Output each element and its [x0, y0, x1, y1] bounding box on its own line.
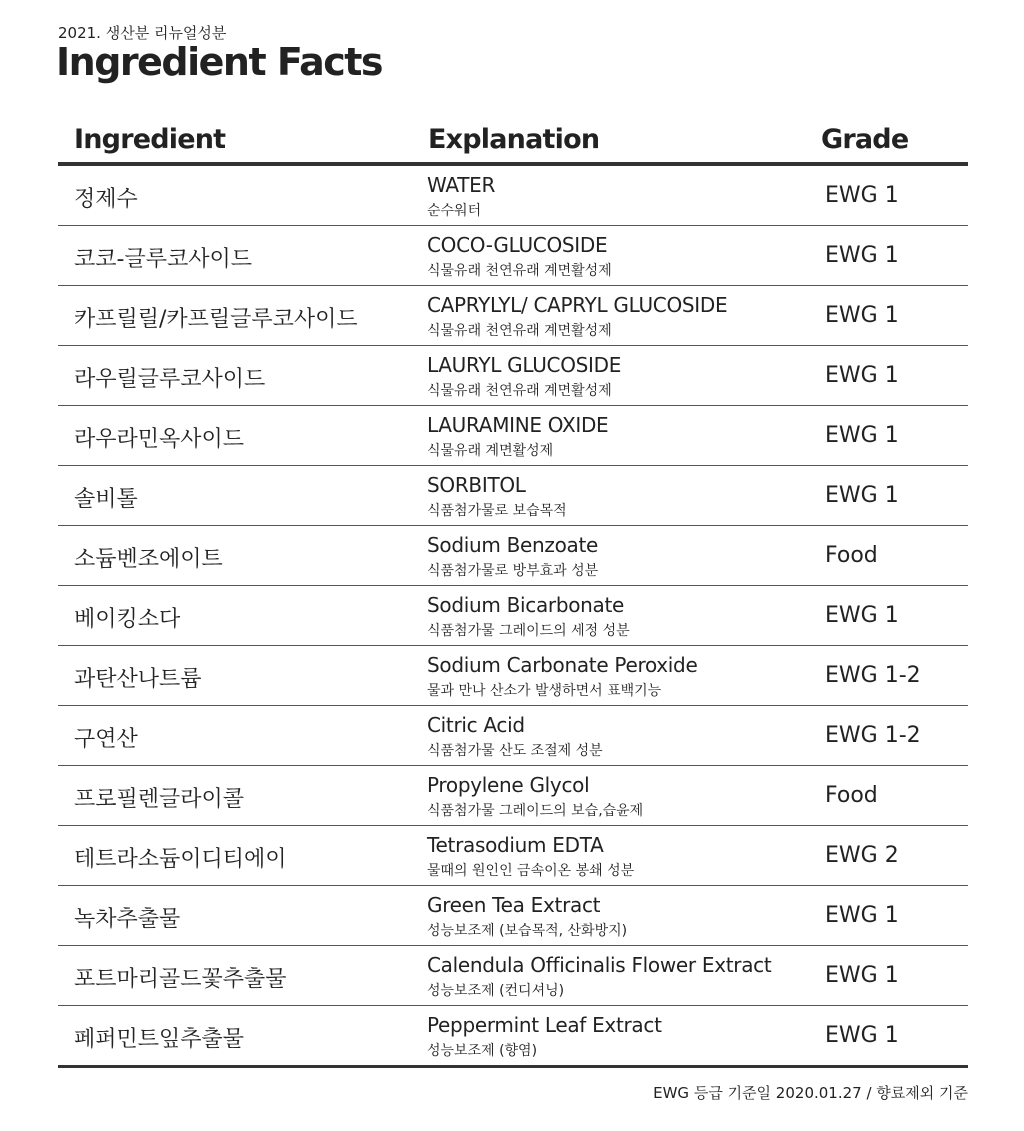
- ewg-grade: EWG 1: [825, 243, 899, 268]
- table-row: [58, 946, 968, 1006]
- explanation-korean: 식물유래 계면활성제: [427, 443, 554, 459]
- table-row: [58, 166, 968, 226]
- ingredient-name: 테트라소듐이디티에이: [74, 847, 287, 872]
- explanation-english: CAPRYLYL/ CAPRYL GLUCOSIDE: [427, 293, 728, 317]
- table-row: [58, 646, 968, 706]
- explanation-english: WATER: [427, 173, 496, 197]
- ewg-grade: EWG 1: [825, 603, 899, 628]
- explanation-english: Citric Acid: [427, 713, 525, 737]
- ewg-grade: EWG 1: [825, 963, 899, 988]
- ingredient-table: [58, 112, 968, 1068]
- ewg-grade: EWG 1-2: [825, 663, 921, 688]
- ingredient-name: 녹차추출물: [74, 907, 181, 932]
- explanation-english: SORBITOL: [427, 473, 526, 497]
- ingredient-name: 베이킹소다: [74, 607, 181, 632]
- ewg-grade: EWG 2: [825, 843, 899, 868]
- table-row: [58, 766, 968, 826]
- table-header: [58, 112, 968, 166]
- table-row: [58, 586, 968, 646]
- table-row: [58, 826, 968, 886]
- ingredient-name: 라우릴글루코사이드: [74, 367, 266, 392]
- table-row: [58, 286, 968, 346]
- explanation-korean: 순수워터: [427, 203, 482, 219]
- table-row: [58, 466, 968, 526]
- table-row: [58, 526, 968, 586]
- explanation-korean: 식물유래 천연유래 계면활성제: [427, 323, 612, 339]
- table-row: [58, 886, 968, 946]
- ingredient-name: 카프릴릴/카프릴글루코사이드: [74, 307, 358, 332]
- page-title: Ingredient Facts: [56, 40, 383, 84]
- ewg-grade: Food: [825, 783, 878, 808]
- explanation-korean: 성능보조제 (컨디셔닝): [427, 983, 565, 999]
- ewg-grade: Food: [825, 543, 878, 568]
- explanation-english: LAURYL GLUCOSIDE: [427, 353, 622, 377]
- page-subtitle: 2021. 생산분 리뉴얼성분: [58, 24, 227, 42]
- explanation-korean: 식물유래 천연유래 계면활성제: [427, 383, 612, 399]
- explanation-english: Sodium Benzoate: [427, 533, 599, 557]
- explanation-korean: 식품첨가물 그레이드의 보습,습윤제: [427, 803, 644, 819]
- explanation-english: Green Tea Extract: [427, 893, 601, 917]
- explanation-korean: 식물유래 천연유래 계면활성제: [427, 263, 612, 279]
- explanation-korean: 식품첨가물로 방부효과 성분: [427, 563, 599, 579]
- explanation-english: LAURAMINE OXIDE: [427, 413, 609, 437]
- explanation-english: Propylene Glycol: [427, 773, 590, 797]
- table-row: [58, 346, 968, 406]
- explanation-korean: 식품첨가물 그레이드의 세정 성분: [427, 623, 630, 639]
- explanation-korean: 식품첨가물로 보습목적: [427, 503, 567, 519]
- ingredient-name: 프로필렌글라이콜: [74, 787, 245, 812]
- table-row: [58, 706, 968, 766]
- ingredient-name: 솔비톨: [74, 487, 138, 512]
- explanation-english: Peppermint Leaf Extract: [427, 1013, 662, 1037]
- table-row: [58, 406, 968, 466]
- explanation-english: Calendula Officinalis Flower Extract: [427, 953, 772, 977]
- ewg-grade: EWG 1: [825, 183, 899, 208]
- ewg-grade: EWG 1: [825, 363, 899, 388]
- ingredient-name: 과탄산나트륨: [74, 667, 202, 692]
- ingredient-name: 페퍼민트잎추출물: [74, 1027, 245, 1052]
- explanation-korean: 물과 만나 산소가 발생하면서 표백기능: [427, 683, 662, 699]
- ewg-grade: EWG 1: [825, 903, 899, 928]
- ingredient-name: 구연산: [74, 727, 138, 752]
- ewg-grade: EWG 1-2: [825, 723, 921, 748]
- explanation-korean: 식품첨가물 산도 조절제 성분: [427, 743, 603, 759]
- explanation-english: COCO-GLUCOSIDE: [427, 233, 608, 257]
- ewg-grade: EWG 1: [825, 1023, 899, 1048]
- explanation-english: Tetrasodium EDTA: [427, 833, 604, 857]
- ewg-grade: EWG 1: [825, 483, 899, 508]
- column-header-grade: Grade: [821, 124, 909, 155]
- ingredient-name: 라우라민옥사이드: [74, 427, 245, 452]
- ingredient-name: 소듐벤조에이트: [74, 547, 223, 572]
- table-row: [58, 1006, 968, 1068]
- explanation-korean: 성능보조제 (향염): [427, 1043, 538, 1059]
- explanation-korean: 물때의 원인인 금속이온 봉쇄 성분: [427, 863, 635, 879]
- ingredient-name: 포트마리골드꽃추출물: [74, 967, 287, 992]
- table-row: [58, 226, 968, 286]
- table-body: [58, 166, 968, 1068]
- explanation-korean: 성능보조제 (보습목적, 산화방지): [427, 923, 628, 939]
- explanation-english: Sodium Bicarbonate: [427, 593, 625, 617]
- ewg-grade: EWG 1: [825, 423, 899, 448]
- column-header-ingredient: Ingredient: [74, 124, 226, 155]
- ewg-grade: EWG 1: [825, 303, 899, 328]
- explanation-english: Sodium Carbonate Peroxide: [427, 653, 698, 677]
- ingredient-name: 정제수: [74, 187, 138, 212]
- ewg-footnote: EWG 등급 기준일 2020.01.27 / 향료제외 기준: [653, 1084, 968, 1102]
- column-header-explanation: Explanation: [428, 124, 600, 155]
- ingredient-name: 코코-글루코사이드: [74, 247, 252, 272]
